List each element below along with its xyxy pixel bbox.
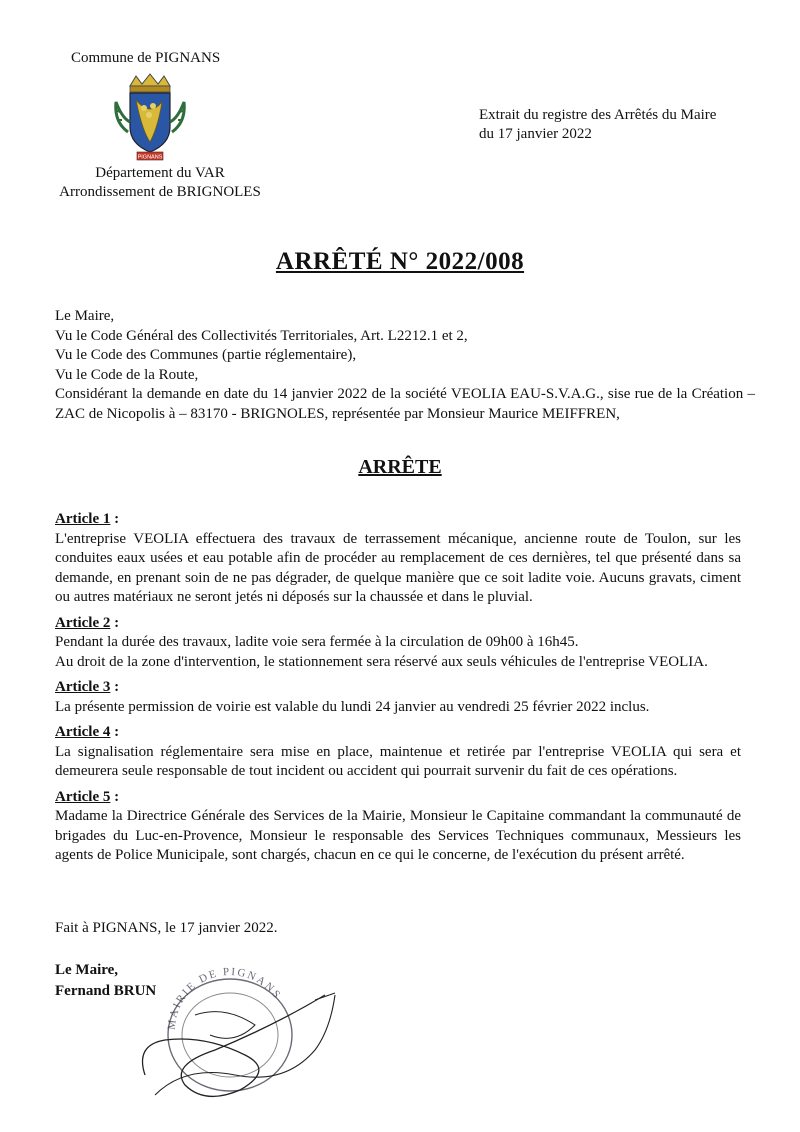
signature-block: [55, 960, 156, 1002]
article-4: [55, 723, 741, 782]
extract-line-1: Extrait du registre des Arrêtés du Maire: [479, 107, 717, 123]
article-title: [55, 510, 741, 530]
article-3: [55, 678, 741, 717]
decree-title: ARRÊTÉ N° 2022/008: [275, 248, 525, 275]
article-body: [55, 807, 741, 866]
preamble-line: Considérant la demande en date du 14 janvier 2022 de la société VEOLIA EAU-S.V.A.G., sise rue de la Création – ZAC de Nicopolis à – 83170 - BRIGNOLES, représentée par Monsieur Maurice MEIFFREN,: [55, 386, 755, 422]
article-title: [55, 614, 741, 634]
article-title-suffix: :: [110, 679, 120, 695]
article-paragraph: Pendant la durée des travaux, ladite voie sera fermée à la circulation de 09h00 à 16h45.: [55, 634, 579, 650]
articles-section: [55, 510, 741, 872]
article-body: [55, 530, 741, 608]
article-body: [55, 698, 741, 718]
decision-heading: ARRÊTE: [358, 456, 442, 478]
article-title-suffix: :: [110, 511, 120, 527]
article-title-text: Article 5: [55, 788, 111, 805]
signer-role: Le Maire,: [55, 962, 119, 978]
place-and-date: Fait à PIGNANS, le 17 janvier 2022.: [55, 920, 278, 936]
department-name: Département du VAR: [95, 165, 225, 181]
article-title: [55, 723, 741, 743]
arrondissement-name: Arrondissement de BRIGNOLES: [59, 184, 261, 200]
article-paragraph: Au droit de la zone d'intervention, le stationnement sera réservé aux seuls véhicules de l'entreprise VEOLIA.: [55, 653, 708, 670]
preamble-line: Vu le Code Général des Collectivités Territoriales, Art. L2212.1 et 2,: [55, 327, 468, 344]
signer-name: Fernand BRUN: [55, 983, 157, 999]
article-title-text: Article 1: [55, 511, 111, 527]
crest-ribbon-label: PIGNANS: [137, 154, 163, 161]
article-title-suffix: :: [110, 614, 120, 631]
article-title-suffix: :: [110, 724, 120, 740]
preamble-line: Vu le Code des Communes (partie réglementaire),: [55, 347, 357, 363]
article-title-text: Article 2: [55, 614, 111, 631]
article-body: [55, 633, 741, 672]
article-paragraph: La signalisation réglementaire sera mise en place, maintenue et retirée par l'entreprise VEOLIA qui sera et demeurera seule responsable de tout incident ou accident qui pourrait survenir du fait de ces opérations.: [55, 743, 741, 779]
commune-name: Commune de PIGNANS: [71, 50, 221, 66]
article-body: [55, 743, 741, 782]
article-5: [55, 788, 741, 866]
article-title: [55, 678, 741, 698]
stamp-text: MAIRIE DE PIGNANS: [165, 965, 284, 1031]
article-2: [55, 614, 741, 673]
article-title-text: Article 4: [55, 724, 111, 740]
article-paragraph: Madame la Directrice Générale des Services de la Mairie, Monsieur le Capitaine commandant la communauté de brigades du Luc-en-Provence, Monsieur le responsable des Services Techniques communaux, Messieurs les agents de Police Municipale, sont chargés, chacun en ce qui le concerne, de l'exécution du présent arrêté.: [55, 808, 741, 863]
article-title: [55, 788, 741, 808]
preamble: [55, 307, 755, 424]
coat-of-arms-icon: [100, 72, 200, 162]
article-paragraph: La présente permission de voirie est valable du lundi 24 janvier au vendredi 25 février 2022 inclus.: [55, 698, 650, 715]
article-1: [55, 510, 741, 608]
preamble-line: Le Maire,: [55, 308, 115, 324]
preamble-line: Vu le Code de la Route,: [55, 366, 199, 383]
extract-date: du 17 janvier 2022: [479, 126, 592, 142]
article-title-text: Article 3: [55, 679, 111, 695]
department-block: [50, 164, 270, 202]
article-title-suffix: :: [110, 788, 120, 805]
article-paragraph: L'entreprise VEOLIA effectuera des travaux de terrassement mécanique, ancienne route de Toulon, sur les conduites eaux usées et eau potable afin de procéder au remplacement de ces dernières, tel que présenté dans sa demande, en prenant soin de ne pas dégrader, de quelque manière que ce soit ladite voie. Aucuns gravats, ciment ou autres matériaux ne seront jetés ni déposés sur la chaussée et dans le pluvial.: [55, 530, 741, 605]
mayor-stamp-signature-icon: [125, 955, 355, 1115]
register-extract: [479, 106, 716, 144]
